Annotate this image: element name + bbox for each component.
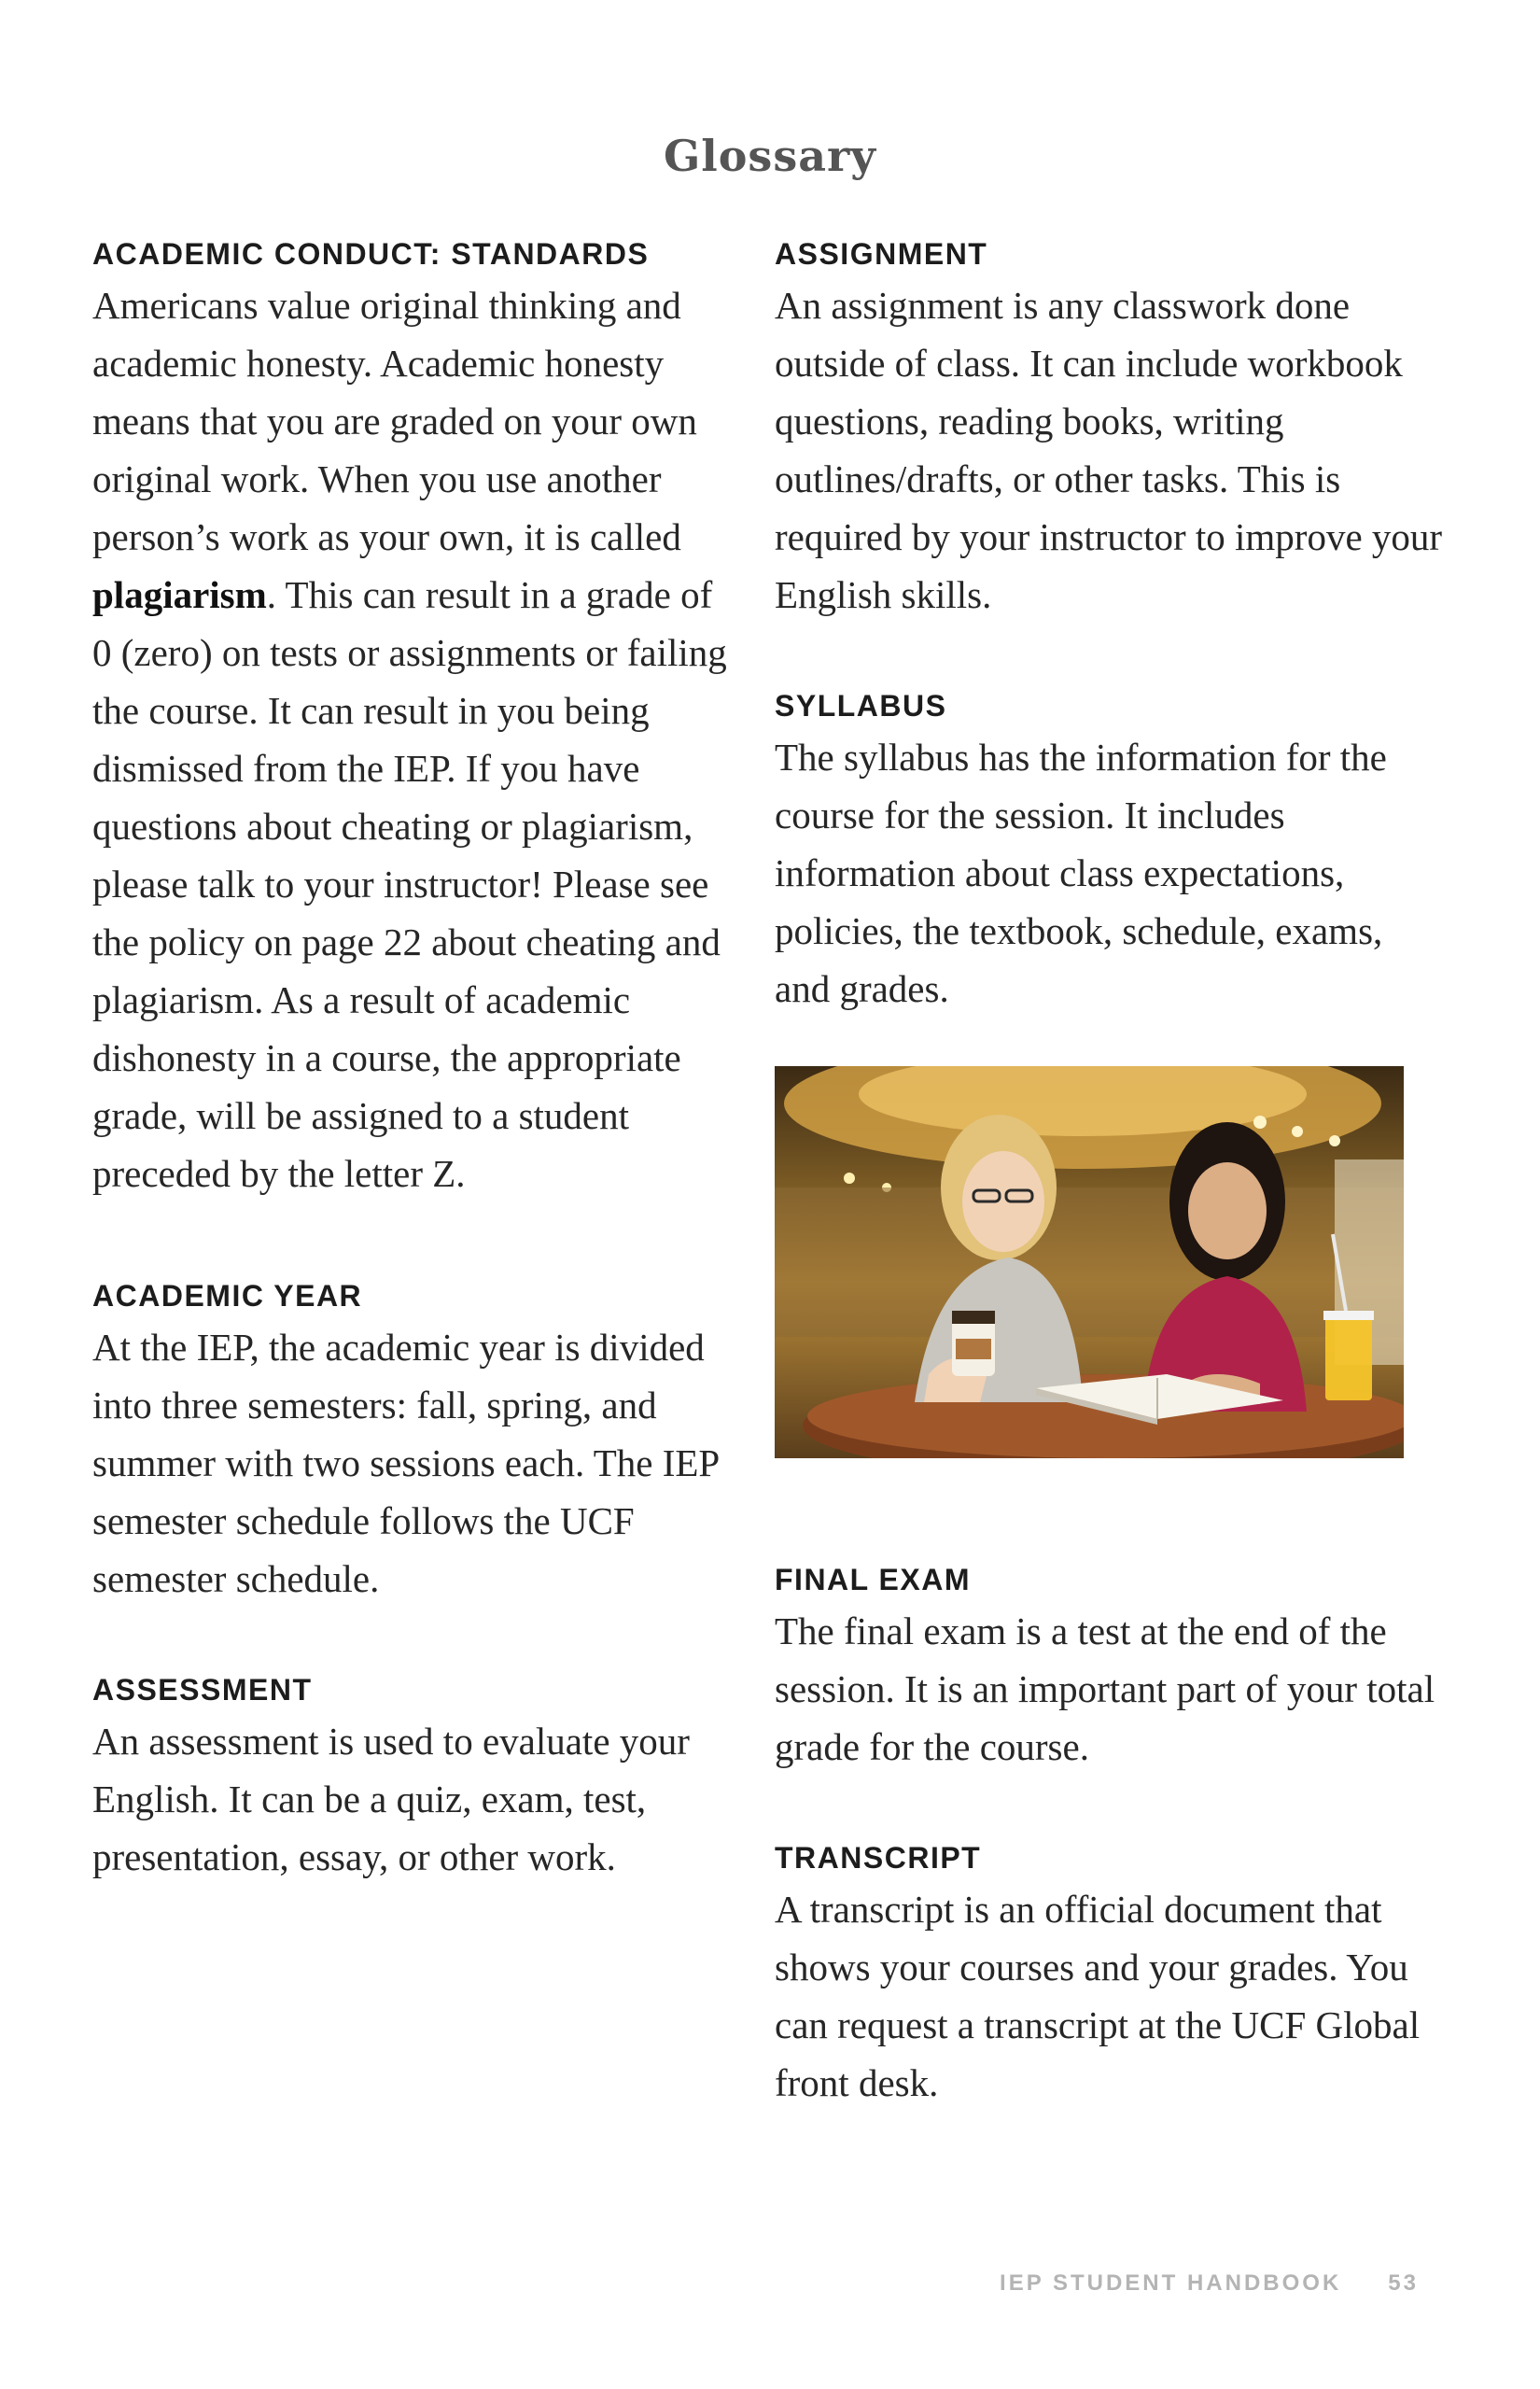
entry-academic-year bbox=[92, 1277, 727, 1608]
page-footer bbox=[1000, 2270, 1419, 2297]
definition-text: Americans value original thinking and academic honesty. Academic honesty means that you are graded on your own original work. When you use another person’s work as your own, it is called bbox=[92, 284, 697, 558]
page-title: Glossary bbox=[663, 131, 876, 181]
term-heading: TRANSCRIPT bbox=[775, 1841, 982, 1875]
term-heading: ACADEMIC CONDUCT: STANDARDS bbox=[92, 237, 650, 271]
left-column bbox=[92, 235, 727, 1886]
entry-final-exam bbox=[775, 1561, 1447, 1776]
footer-title: IEP STUDENT HANDBOOK bbox=[1000, 2270, 1342, 2296]
students-studying-photo bbox=[775, 1066, 1404, 1458]
term-heading: ASSIGNMENT bbox=[775, 237, 988, 271]
term-definition: At the IEP, the academic year is divided into three semesters: fall, spring, and summer with two sessions each. The IEP semester schedule follows the UCF semester schedule. bbox=[92, 1326, 719, 1600]
term-heading: ACADEMIC YEAR bbox=[92, 1279, 363, 1313]
entry-assignment bbox=[775, 235, 1447, 624]
term-definition bbox=[92, 276, 727, 1202]
term-heading: ASSESSMENT bbox=[92, 1673, 313, 1707]
term-definition: The syllabus has the information for the course for the session. It includes information about class expectations, policies, the textbook, schedule, exams, and grades. bbox=[775, 736, 1387, 1010]
bold-term: plagiarism bbox=[92, 573, 267, 616]
page-number: 53 bbox=[1388, 2270, 1419, 2296]
entry-academic-conduct bbox=[92, 235, 727, 1202]
right-column bbox=[775, 235, 1447, 2112]
entry-assessment bbox=[92, 1671, 727, 1886]
photo-illustration bbox=[775, 1066, 1404, 1458]
entry-syllabus bbox=[775, 687, 1447, 1018]
term-heading: SYLLABUS bbox=[775, 689, 947, 723]
entry-transcript bbox=[775, 1839, 1447, 2112]
definition-text: . This can result in a grade of 0 (zero) on tests or assignments or failing the course. It can result in you being dismissed from the IEP. If you have questions about cheating or plagiarism, please talk to your instructor! Please see the policy on page 22 about cheating and plagiarism. As a result of academic dishonesty in a course, the appropriate grade, will be assigned to a student preceded by the letter Z. bbox=[92, 573, 727, 1195]
term-definition: An assignment is any classwork done outside of class. It can include workbook questions, reading books, writing outlines/drafts, or other tasks. This is required by your instructor to improve your English skills. bbox=[775, 284, 1443, 616]
term-heading: FINAL EXAM bbox=[775, 1563, 971, 1596]
term-definition: An assessment is used to evaluate your English. It can be a quiz, exam, test, presentation, essay, or other work. bbox=[92, 1720, 690, 1878]
term-definition: The final exam is a test at the end of the session. It is an important part of your total grade for the course. bbox=[775, 1609, 1435, 1768]
term-definition: A transcript is an official document that shows your courses and your grades. You can request a transcript at the UCF Global front desk. bbox=[775, 1888, 1421, 2104]
